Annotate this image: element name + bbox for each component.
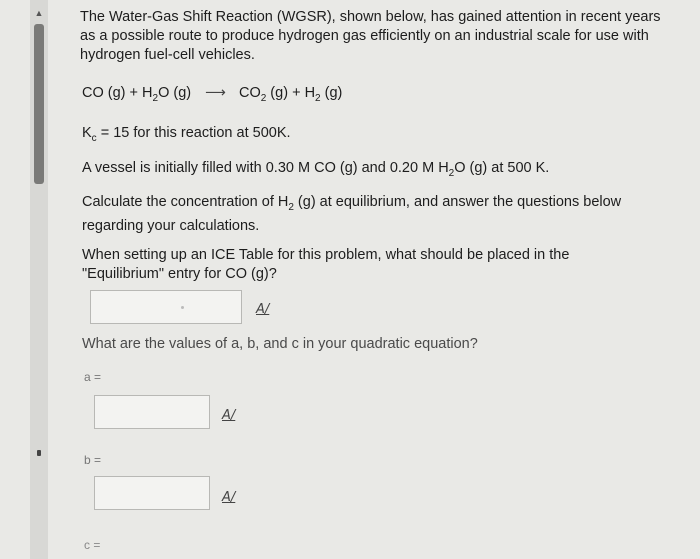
scrollbar-thumb[interactable] (34, 24, 44, 184)
coefficient-a-input[interactable] (94, 395, 210, 429)
reactant-h2o: $H_2O$ (g) (142, 85, 192, 104)
scroll-up-arrow-icon[interactable]: ▲ (34, 8, 44, 18)
label-a: a = (84, 370, 102, 384)
intro-text: The Water-Gas Shift Reaction (WGSR), shown below, has gained attention in recent years as a possible route to produce hydrogen gas efficiently on an industrial scale for use with hydrogen fuel-cell vehicles. (80, 9, 661, 63)
product-co2: $CO_2$ (g) (238, 85, 289, 104)
question-ice-table: When setting up an ICE Table for this problem, what should be placed in the "Equilibrium" entry for CO (g)? (82, 247, 570, 282)
scrollbar[interactable] (30, 0, 48, 559)
question-content (80, 8, 670, 552)
product-h2: $H_2$ (g) (304, 85, 343, 104)
equilibrium-co-answer-input[interactable] (90, 290, 242, 324)
coefficient-b-input[interactable] (94, 476, 210, 510)
initial-conditions: A vessel is initially filled with 0.30 M CO (g) and 0.20 M $H_2O$ (g) at 500 K. (82, 160, 550, 179)
label-b: b = (84, 453, 102, 467)
label-c: c = (84, 538, 101, 552)
spellcheck-icon[interactable]: A/ (256, 302, 270, 317)
reaction-equation (82, 84, 342, 108)
scroll-marker (37, 450, 41, 456)
reactant-co: CO (g) (82, 85, 126, 101)
question-quadratic: What are the values of a, b, and c in your quadratic equation? (82, 336, 478, 352)
plus-sign: + (292, 85, 301, 101)
task-statement: Calculate the concentration of $H_2$ (g) at equilibrium, and answer the questions below regarding your calculations. (82, 194, 622, 234)
reaction-arrow: ⟶ (205, 85, 225, 101)
spellcheck-icon[interactable]: A/ (222, 408, 236, 423)
kc-statement: $K_c = 15$ for this reaction at 500K. (82, 125, 291, 144)
plus-sign: + (129, 85, 138, 101)
spellcheck-icon[interactable]: A/ (222, 490, 236, 505)
